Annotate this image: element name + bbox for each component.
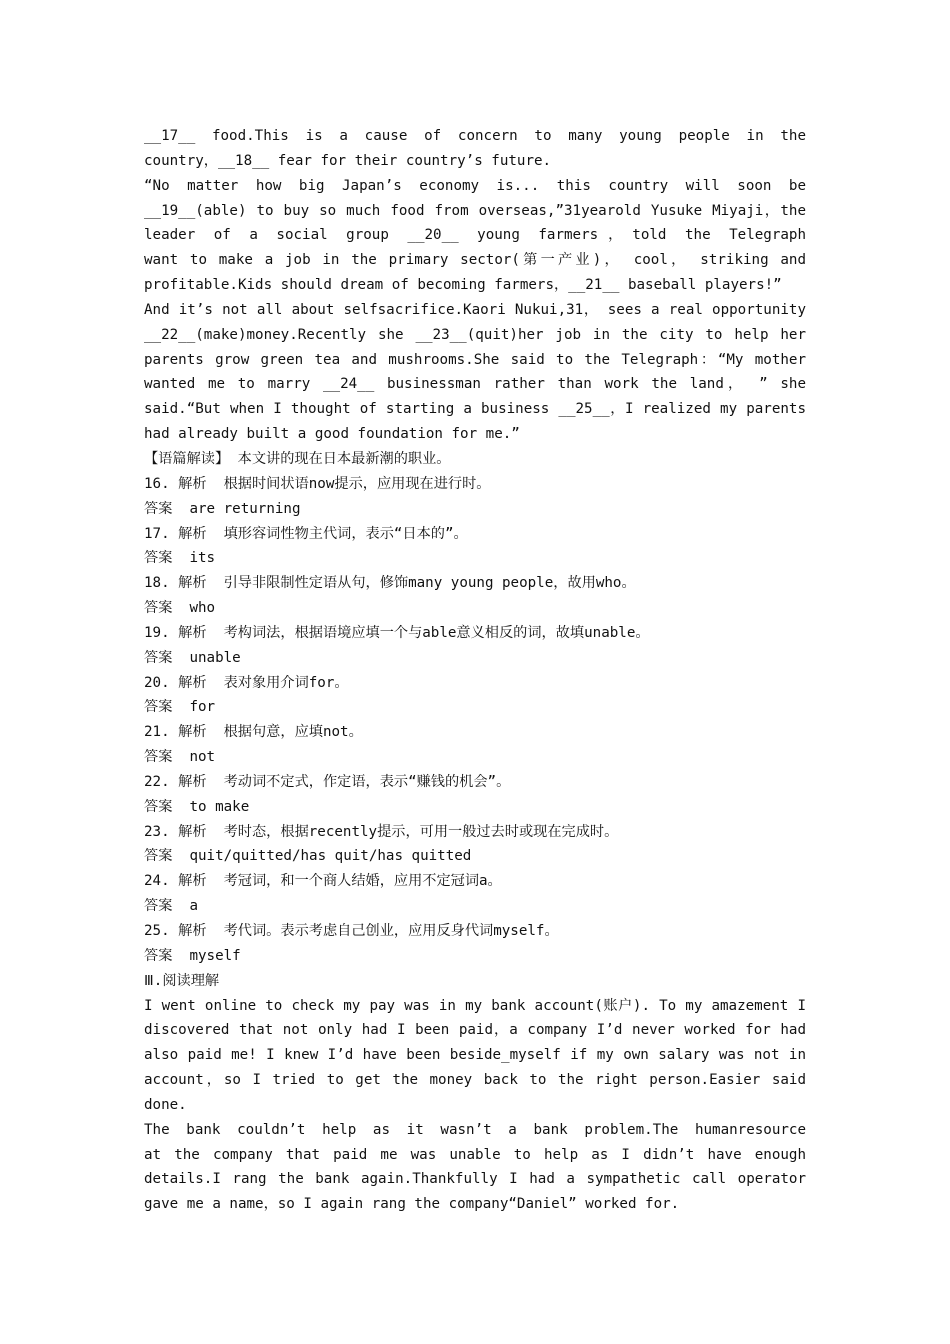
text-line: also paid me! I knew I’d have been beside_myself if my own salary was not in — [144, 1047, 806, 1064]
text-line: leader of a social group __20__ young farmers，told the Telegraph — [144, 227, 806, 244]
text-line: country，__18__ fear for their country’s future. — [144, 152, 552, 169]
text-line: 24. 解析 考冠词，和一个商人结婚，应用不定冠词a。 — [144, 873, 502, 890]
text-line: gave me a name，so I again rang the company“Daniel” worked for. — [144, 1196, 680, 1213]
text-line: Ⅲ.阅读理解 — [144, 972, 220, 989]
text-line: The bank couldn’t help as it wasn’t a bank problem.The humanresource — [144, 1121, 806, 1138]
text-line: had already built a good foundation for me.” — [144, 426, 520, 443]
text-line: 答案 a — [144, 898, 198, 915]
text-line: 21. 解析 根据句意，应填not。 — [144, 724, 363, 741]
text-line: 答案 unable — [144, 649, 241, 666]
text-line: done. — [144, 1096, 187, 1113]
text-line: __17__ food.This is a cause of concern to many young people in the — [144, 128, 806, 144]
text-line: 答案 who — [144, 600, 216, 617]
text-line: 答案 quit/quitted/has quit/has quitted — [144, 848, 472, 865]
text-line: 18. 解析 引导非限制性定语从句，修饰many young people，故用who。 — [144, 575, 636, 592]
text-line: 答案 not — [144, 749, 216, 766]
text-line: 答案 to make — [144, 798, 250, 815]
text-line: 20. 解析 表对象用介词for。 — [144, 674, 349, 691]
text-line: wanted me to marry __24__ businessman rather than work the land， ” she — [144, 376, 806, 393]
text-line: 答案 for — [144, 699, 216, 716]
text-line: 答案 myself — [144, 947, 241, 964]
text-line: “No matter how big Japan’s economy is... this country will soon be — [144, 177, 806, 194]
text-line: 答案 its — [144, 550, 216, 567]
text-line: account，so I tried to get the money back to the right person.Easier said — [144, 1072, 806, 1089]
text-line: __22__(make)money.Recently she __23__(quit)her job in the city to help her — [144, 326, 806, 343]
text-line: parents grow green tea and mushrooms.She said to the Telegraph：“My mother — [144, 351, 806, 368]
text-line: 答案 are returning — [144, 500, 301, 517]
text-line: said.“But when I thought of starting a business __25__，I realized my parents — [144, 401, 806, 418]
text-line: profitable.Kids should dream of becoming farmers，__21__ baseball players!” — [144, 277, 782, 294]
text-line: 23. 解析 考时态，根据recently提示，可用一般过去时或现在完成时。 — [144, 823, 619, 840]
text-line: 【语篇解读】 本文讲的现在日本最新潮的职业。 — [144, 450, 451, 467]
text-line: 19. 解析 考构词法，根据语境应填一个与able意义相反的词，故填unable。 — [144, 624, 650, 641]
text-line: And it’s not all about selfsacrifice.Kaori Nukui,31， sees a real opportunity — [144, 301, 806, 318]
text-line: 25. 解析 考代词。表示考虑自己创业，应用反身代词myself。 — [144, 923, 559, 939]
text-line: 22. 解析 考动词不定式，作定语，表示“赚钱的机会”。 — [144, 773, 511, 790]
text-line: discovered that not only had I been paid，a company I’d never worked for had — [144, 1022, 806, 1039]
text-line: __19__(able) to buy so much food from overseas,”31yearold Yusuke Miyaji，the — [144, 202, 806, 219]
text-line: 16. 解析 根据时间状语now提示，应用现在进行时。 — [144, 475, 491, 492]
text-line: details.I rang the bank again.Thankfully I had a sympathetic call operator — [144, 1171, 806, 1188]
text-line: 17. 解析 填形容词性物主代词，表示“日本的”。 — [144, 525, 468, 542]
text-line: want to make a job in the primary sector(第一产业)， cool， striking and — [144, 252, 806, 269]
text-line: I went online to check my pay was in my bank account(账户). To my amazement I — [144, 997, 806, 1014]
document-page — [144, 124, 806, 1217]
text-line: at the company that paid me was unable to help as I didn’t have enough — [144, 1146, 806, 1163]
